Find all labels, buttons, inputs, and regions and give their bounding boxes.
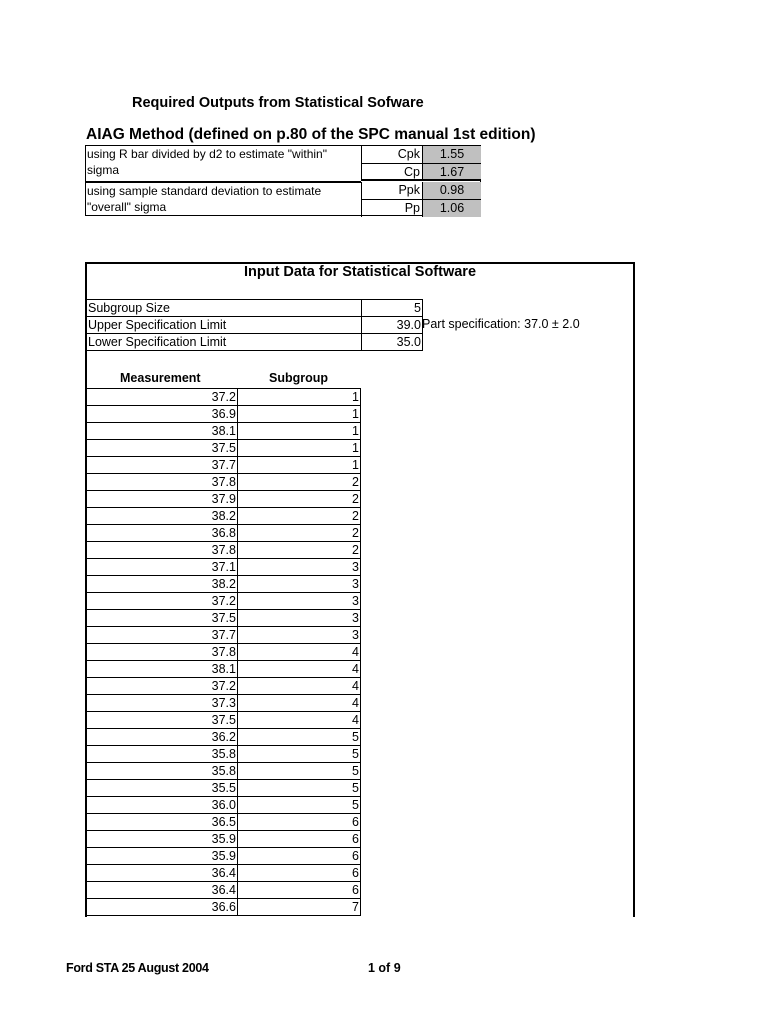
subgroup-cell: 5 xyxy=(238,763,361,780)
table-row xyxy=(87,593,361,610)
measurement-cell: 38.1 xyxy=(87,661,238,678)
subgroup-cell: 3 xyxy=(238,593,361,610)
subgroup-cell: 6 xyxy=(238,848,361,865)
table-row xyxy=(87,882,361,899)
table-row xyxy=(87,797,361,814)
measurement-cell: 37.8 xyxy=(87,474,238,491)
table-row xyxy=(87,763,361,780)
subgroup-cell: 4 xyxy=(238,712,361,729)
table-row xyxy=(87,610,361,627)
table-row xyxy=(87,899,361,916)
subgroup-cell: 4 xyxy=(238,644,361,661)
measurement-cell: 36.2 xyxy=(87,729,238,746)
table-row xyxy=(87,678,361,695)
measurement-column-header: Measurement xyxy=(120,371,201,385)
param-row xyxy=(87,317,423,334)
subgroup-cell: 2 xyxy=(238,474,361,491)
subgroup-cell: 1 xyxy=(238,389,361,406)
measurement-cell: 38.2 xyxy=(87,508,238,525)
param-value: 39.0 xyxy=(362,317,423,334)
table-row xyxy=(87,440,361,457)
measurement-cell: 37.2 xyxy=(87,389,238,406)
subgroup-cell: 1 xyxy=(238,406,361,423)
table-row xyxy=(87,559,361,576)
table-row xyxy=(87,644,361,661)
table-row xyxy=(87,865,361,882)
param-row xyxy=(87,334,423,351)
table-row xyxy=(87,712,361,729)
table-row xyxy=(87,576,361,593)
page-number: 1 of 9 xyxy=(368,961,401,975)
within-sigma-description: using R bar divided by d2 to estimate "within" sigma xyxy=(87,147,327,177)
param-row xyxy=(87,300,423,317)
measurement-cell: 37.5 xyxy=(87,610,238,627)
subgroup-cell: 3 xyxy=(238,559,361,576)
pp-value: 1.06 xyxy=(422,200,481,218)
subgroup-cell: 5 xyxy=(238,729,361,746)
subgroup-cell: 1 xyxy=(238,440,361,457)
subgroup-cell: 3 xyxy=(238,627,361,644)
measurement-cell: 35.8 xyxy=(87,746,238,763)
table-row xyxy=(87,525,361,542)
measurement-data-table xyxy=(86,388,361,916)
table-row xyxy=(87,389,361,406)
param-label: Subgroup Size xyxy=(87,300,362,317)
subgroup-cell: 4 xyxy=(238,661,361,678)
table-row xyxy=(87,848,361,865)
table-row xyxy=(87,508,361,525)
subgroup-cell: 2 xyxy=(238,525,361,542)
subgroup-cell: 5 xyxy=(238,780,361,797)
pp-label: Pp xyxy=(361,200,422,218)
measurement-cell: 36.9 xyxy=(87,406,238,423)
subgroup-cell: 6 xyxy=(238,814,361,831)
table-row xyxy=(87,729,361,746)
cpk-value: 1.55 xyxy=(422,146,481,164)
table-row xyxy=(87,423,361,440)
subgroup-cell: 3 xyxy=(238,610,361,627)
subgroup-cell: 1 xyxy=(238,423,361,440)
subgroup-cell: 6 xyxy=(238,865,361,882)
spec-parameters-table xyxy=(86,299,423,351)
subgroup-cell: 1 xyxy=(238,457,361,474)
subgroup-cell: 2 xyxy=(238,491,361,508)
measurement-cell: 37.2 xyxy=(87,593,238,610)
table-row xyxy=(87,814,361,831)
table-row xyxy=(87,491,361,508)
footer-document-info: Ford STA 25 August 2004 xyxy=(66,961,209,975)
subgroup-cell: 4 xyxy=(238,678,361,695)
ppk-label: Ppk xyxy=(361,182,422,200)
subgroup-cell: 2 xyxy=(238,542,361,559)
subgroup-cell: 5 xyxy=(238,797,361,814)
measurement-cell: 37.2 xyxy=(87,678,238,695)
measurement-cell: 37.5 xyxy=(87,712,238,729)
cp-value: 1.67 xyxy=(422,164,481,182)
cpk-label: Cpk xyxy=(361,146,422,164)
measurement-cell: 37.7 xyxy=(87,457,238,474)
table-row xyxy=(87,780,361,797)
measurement-cell: 37.8 xyxy=(87,644,238,661)
measurement-cell: 36.6 xyxy=(87,899,238,916)
measurement-cell: 37.8 xyxy=(87,542,238,559)
param-label: Upper Specification Limit xyxy=(87,317,362,334)
measurement-cell: 37.3 xyxy=(87,695,238,712)
measurement-cell: 36.5 xyxy=(87,814,238,831)
part-specification-note: Part specification: 37.0 ± 2.0 xyxy=(422,317,580,331)
table-row xyxy=(87,831,361,848)
aiag-heading: AIAG Method (defined on p.80 of the SPC manual 1st edition) xyxy=(86,126,536,143)
measurement-cell: 37.1 xyxy=(87,559,238,576)
ppk-value: 0.98 xyxy=(422,182,481,200)
measurement-cell: 37.7 xyxy=(87,627,238,644)
table-row xyxy=(87,695,361,712)
measurement-cell: 35.5 xyxy=(87,780,238,797)
measurement-cell: 38.2 xyxy=(87,576,238,593)
table-row xyxy=(87,746,361,763)
subgroup-cell: 3 xyxy=(238,576,361,593)
table-row xyxy=(87,542,361,559)
param-value: 35.0 xyxy=(362,334,423,351)
table-row xyxy=(87,457,361,474)
subgroup-cell: 5 xyxy=(238,746,361,763)
page-title: Required Outputs from Statistical Sofware xyxy=(132,95,424,111)
measurement-cell: 38.1 xyxy=(87,423,238,440)
subgroup-cell: 6 xyxy=(238,882,361,899)
input-section-title: Input Data for Statistical Software xyxy=(243,264,477,280)
overall-sigma-description: using sample standard deviation to estimate "overall" sigma xyxy=(86,181,361,216)
measurement-cell: 37.5 xyxy=(87,440,238,457)
table-row xyxy=(87,474,361,491)
aiag-results-table xyxy=(85,145,481,216)
measurement-cell: 36.4 xyxy=(87,882,238,899)
measurement-cell: 35.8 xyxy=(87,763,238,780)
param-label: Lower Specification Limit xyxy=(87,334,362,351)
subgroup-column-header: Subgroup xyxy=(269,371,329,385)
measurement-cell: 36.0 xyxy=(87,797,238,814)
table-row xyxy=(87,627,361,644)
table-row xyxy=(87,661,361,678)
subgroup-cell: 7 xyxy=(238,899,361,916)
input-section-border-right xyxy=(633,262,635,917)
measurement-cell: 36.8 xyxy=(87,525,238,542)
measurement-cell: 35.9 xyxy=(87,831,238,848)
subgroup-cell: 4 xyxy=(238,695,361,712)
measurement-cell: 36.4 xyxy=(87,865,238,882)
subgroup-cell: 2 xyxy=(238,508,361,525)
measurement-cell: 37.9 xyxy=(87,491,238,508)
param-value: 5 xyxy=(362,300,423,317)
subgroup-cell: 6 xyxy=(238,831,361,848)
measurement-cell: 35.9 xyxy=(87,848,238,865)
cp-label: Cp xyxy=(361,164,422,182)
table-row xyxy=(87,406,361,423)
